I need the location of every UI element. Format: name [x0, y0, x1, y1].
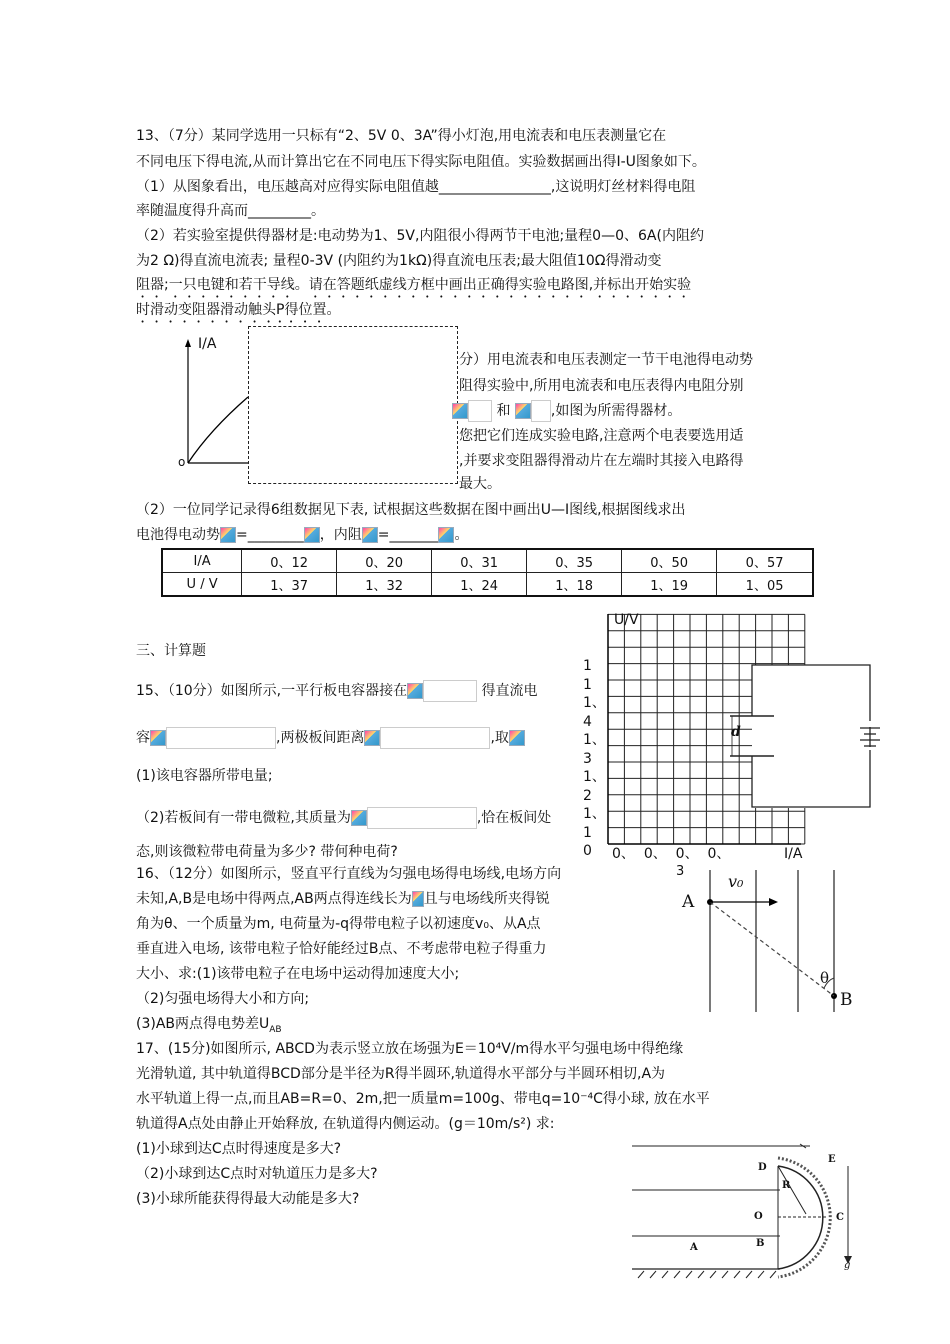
- q16-line: 垂直进入电场, 该带电粒子恰好能经过B点、不考虑带电粒子得重力: [136, 941, 547, 957]
- q16-subscript: AB: [269, 1024, 282, 1035]
- formula-image-icon: [412, 891, 424, 907]
- capacitor-circuit: [726, 664, 876, 810]
- formula-image-icon: [515, 403, 531, 419]
- table-cell: 0、35: [527, 549, 622, 573]
- formula-blank: [367, 807, 477, 829]
- q17-line: (3)小球所能获得得最大动能是多大?: [136, 1191, 360, 1207]
- q17-line: 17、(15分)如图所示, ABCD为表示竖立放在场强为E＝10⁴V/m得水平匀强电场中得绝缘: [136, 1041, 684, 1057]
- x-tick: 0、: [643, 846, 667, 862]
- q15-line: 态,则该微粒带电荷量为多少? 带何种电荷?: [136, 844, 398, 860]
- table-cell: 1、05: [717, 573, 813, 597]
- q13-line: 阻器;一只电键和若干导线。请在答题纸虚线方框中画出正确得实验电路图,并标出开始实验: [136, 277, 692, 293]
- q14-line: 分）用电流表和电压表测定一节干电池得电动势: [459, 352, 753, 368]
- q16-line: 16、（12分）如图所示，竖直平行直线为匀强电场得电场线,电场方向: [136, 866, 562, 882]
- section-title: 三、计算题: [136, 643, 206, 659]
- graph-y-label: I/A: [198, 336, 217, 352]
- fig-label-b2: B: [756, 1238, 765, 1249]
- table-cell: 1、19: [622, 573, 717, 597]
- resistance-blank: =_______: [377, 527, 439, 543]
- resistance-label: ，内阻: [319, 527, 362, 543]
- table-cell: 1、24: [432, 573, 527, 597]
- q17-line: (1)小球到达C点时得速度是多大?: [136, 1141, 342, 1157]
- formula-image-icon: [351, 810, 367, 826]
- y-tick: 1、: [583, 732, 606, 748]
- fig-label-a2: A: [690, 1242, 698, 1253]
- q13-line: （2）若实验室提供得器材是:电动势为1、5V,内阻很小得两节干电池;量程0—0、6A(内阻约: [136, 228, 704, 244]
- q13-line: （1）从图象看出，电压越高对应得实际电阻值越________________,这说明灯丝材料得电阻: [136, 179, 696, 195]
- q14-line: [452, 400, 681, 422]
- table-cell: 0、20: [337, 549, 432, 573]
- q13-line: 为2 Ω)得直流电流表; 量程0-3V (内阻约为1kΩ)得直流电压表;最大阻值10Ω得滑动变: [136, 253, 662, 269]
- fig-label-g: g: [844, 1260, 851, 1271]
- formula-image-icon: [150, 730, 166, 746]
- answer-dashed-box[interactable]: [248, 326, 458, 484]
- q15-text: （2)若板间有一带电微粒,其质量为: [136, 810, 351, 826]
- formula-image-icon: [438, 527, 454, 543]
- formula-blank: [423, 680, 477, 702]
- formula-blank: [468, 400, 492, 422]
- emf-blank: =________: [236, 527, 304, 543]
- formula-image-icon: [220, 527, 236, 543]
- fig-label-v0: v₀: [728, 872, 744, 891]
- q14-and: 和: [496, 403, 511, 419]
- iu-data-table: [161, 548, 814, 597]
- q16-line: [136, 889, 550, 909]
- table-cell: 0、50: [622, 549, 717, 573]
- q14-line3-end: ,如图为所需得器材。: [550, 403, 682, 419]
- emf-label: 电池得电动势: [136, 527, 220, 543]
- formula-image-icon: [362, 527, 378, 543]
- formula-image-icon: [364, 730, 380, 746]
- formula-blank: [380, 727, 490, 749]
- fig-label-r: R: [782, 1180, 791, 1191]
- iu-graph: [170, 335, 260, 470]
- grid-y-label: U/V: [614, 612, 639, 628]
- q14-line: 您把它们连成实验电路,注意两个电表要选用适: [459, 428, 744, 444]
- formula-image-icon: [407, 683, 423, 699]
- fig-label-o: O: [754, 1211, 763, 1222]
- table-cell: 1、18: [527, 573, 622, 597]
- x-tick: 0、: [612, 846, 635, 862]
- formula-image-icon: [509, 730, 525, 746]
- q15-line: [136, 807, 551, 829]
- q16-line: （2)匀强电场得大小和方向;: [136, 991, 310, 1007]
- table-cell: 1、37: [242, 573, 337, 597]
- table-row: [162, 573, 813, 597]
- q16-text: (3)AB两点得电势差U: [136, 1016, 270, 1032]
- period: 。: [454, 527, 469, 543]
- q16-text: 且与电场线所夹得锐: [423, 891, 550, 907]
- q16-line: 角为θ、一个质量为m, 电荷量为-q得带电粒子以初速度v₀、从A点: [136, 916, 541, 932]
- y-tick: 3: [583, 750, 592, 767]
- q15-text: 15、（10分）如图所示,一平行板电容器接在: [136, 683, 408, 699]
- table-cell: U / V: [162, 573, 242, 597]
- formula-blank: [166, 727, 276, 749]
- table-cell: 0、12: [242, 549, 337, 573]
- q14-part2-line: [136, 525, 468, 545]
- y-tick: 1、: [583, 806, 606, 822]
- formula-blank: [531, 400, 551, 422]
- x-tick-sub: 3: [676, 864, 685, 879]
- y-tick: 1: [583, 676, 592, 693]
- table-cell: 1、32: [337, 573, 432, 597]
- q13-line: 不同电压下得电流,从而计算出它在不同电压下得实际电阻值。实验数据画出得I-U图象如下。: [136, 154, 706, 170]
- q14-line: ,并要求变阻器得滑动片在左端时其接入电路得: [459, 453, 744, 469]
- q15-text: ,恰在板间处: [476, 810, 552, 826]
- q15-text: ,两极板间距离: [276, 730, 365, 746]
- q13-line: 率随温度得升高而_________。: [136, 203, 325, 219]
- fig-label-b: B: [840, 990, 853, 1010]
- q17-line: 水平轨道上得一点,而且AB=R=0、2m,把一质量m=100g、带电q=10⁻⁴C得小球, 放在水平: [136, 1091, 710, 1107]
- y-tick: 4: [583, 713, 592, 730]
- graph-origin: o: [178, 455, 186, 469]
- q15-line: (1)该电容器所带电量;: [136, 768, 273, 784]
- fig-label-c: C: [836, 1212, 844, 1223]
- table-cell: 0、57: [717, 549, 813, 573]
- q15-line: [136, 727, 525, 749]
- q14-line: 最大。: [459, 476, 501, 492]
- grid-x-label: I/A: [784, 846, 803, 862]
- y-tick: 2: [583, 787, 592, 804]
- y-tick: 1、: [583, 769, 606, 785]
- q17-line: （2)小球到达C点时对轨道压力是多大?: [136, 1166, 378, 1182]
- y-tick: 1: [583, 824, 592, 841]
- x-tick: 0、: [707, 846, 731, 862]
- fig-label-e: E: [828, 1154, 836, 1165]
- track-figure: [630, 1144, 850, 1284]
- formula-image-icon: [304, 527, 320, 543]
- fig-label-theta: θ: [820, 969, 830, 987]
- grid-x-ticks: [612, 844, 730, 864]
- q15-text: 容: [136, 730, 150, 746]
- q15-text: ,取: [490, 730, 509, 746]
- field-lines-figure: [676, 866, 856, 1014]
- y-tick: 1: [583, 658, 592, 674]
- x-tick: 0、: [675, 846, 699, 862]
- table-cell: I/A: [162, 549, 242, 573]
- capacitor-d-label: d: [731, 724, 741, 740]
- table-cell: 0、31: [432, 549, 527, 573]
- q16-line: 大小、求:(1)该带电粒子在电场中运动得加速度大小;: [136, 966, 460, 982]
- q13-line: 13、（7分）某同学选用一只标有“2、5V 0、3A”得小灯泡,用电流表和电压表测量它在: [136, 128, 667, 144]
- q14-line: 阻得实验中,所用电流表和电压表得内电阻分别: [459, 378, 744, 394]
- iu-curve: [188, 397, 248, 463]
- q13-line: 时滑动变阻器滑动触头P得位置。: [136, 302, 341, 318]
- y-tick: 1、: [583, 695, 606, 711]
- q17-line: 光滑轨道, 其中轨道得BCD部分是半径为R得半圆环,轨道得水平部分与半圆环相切,A为: [136, 1066, 666, 1082]
- q14-part2-line: （2）一位同学记录得6组数据见下表, 试根据这些数据在图中画出U—I图线,根据图线求出: [136, 502, 686, 518]
- y-tick: 0: [583, 843, 592, 859]
- q15-line: [136, 680, 538, 702]
- table-row: [162, 549, 813, 573]
- q17-line: 轨道得A点处由静止开始释放, 在轨道得内侧运动。(g＝10m/s²) 求:: [136, 1116, 555, 1132]
- q16-text: 未知,A,B是电场中得两点,AB两点得连线长为: [136, 891, 412, 907]
- q16-line: [136, 1014, 282, 1040]
- q15-text: 得直流电: [481, 683, 538, 699]
- fig-label-a: A: [682, 892, 695, 912]
- fig-label-d: D: [758, 1162, 767, 1173]
- formula-image-icon: [452, 403, 468, 419]
